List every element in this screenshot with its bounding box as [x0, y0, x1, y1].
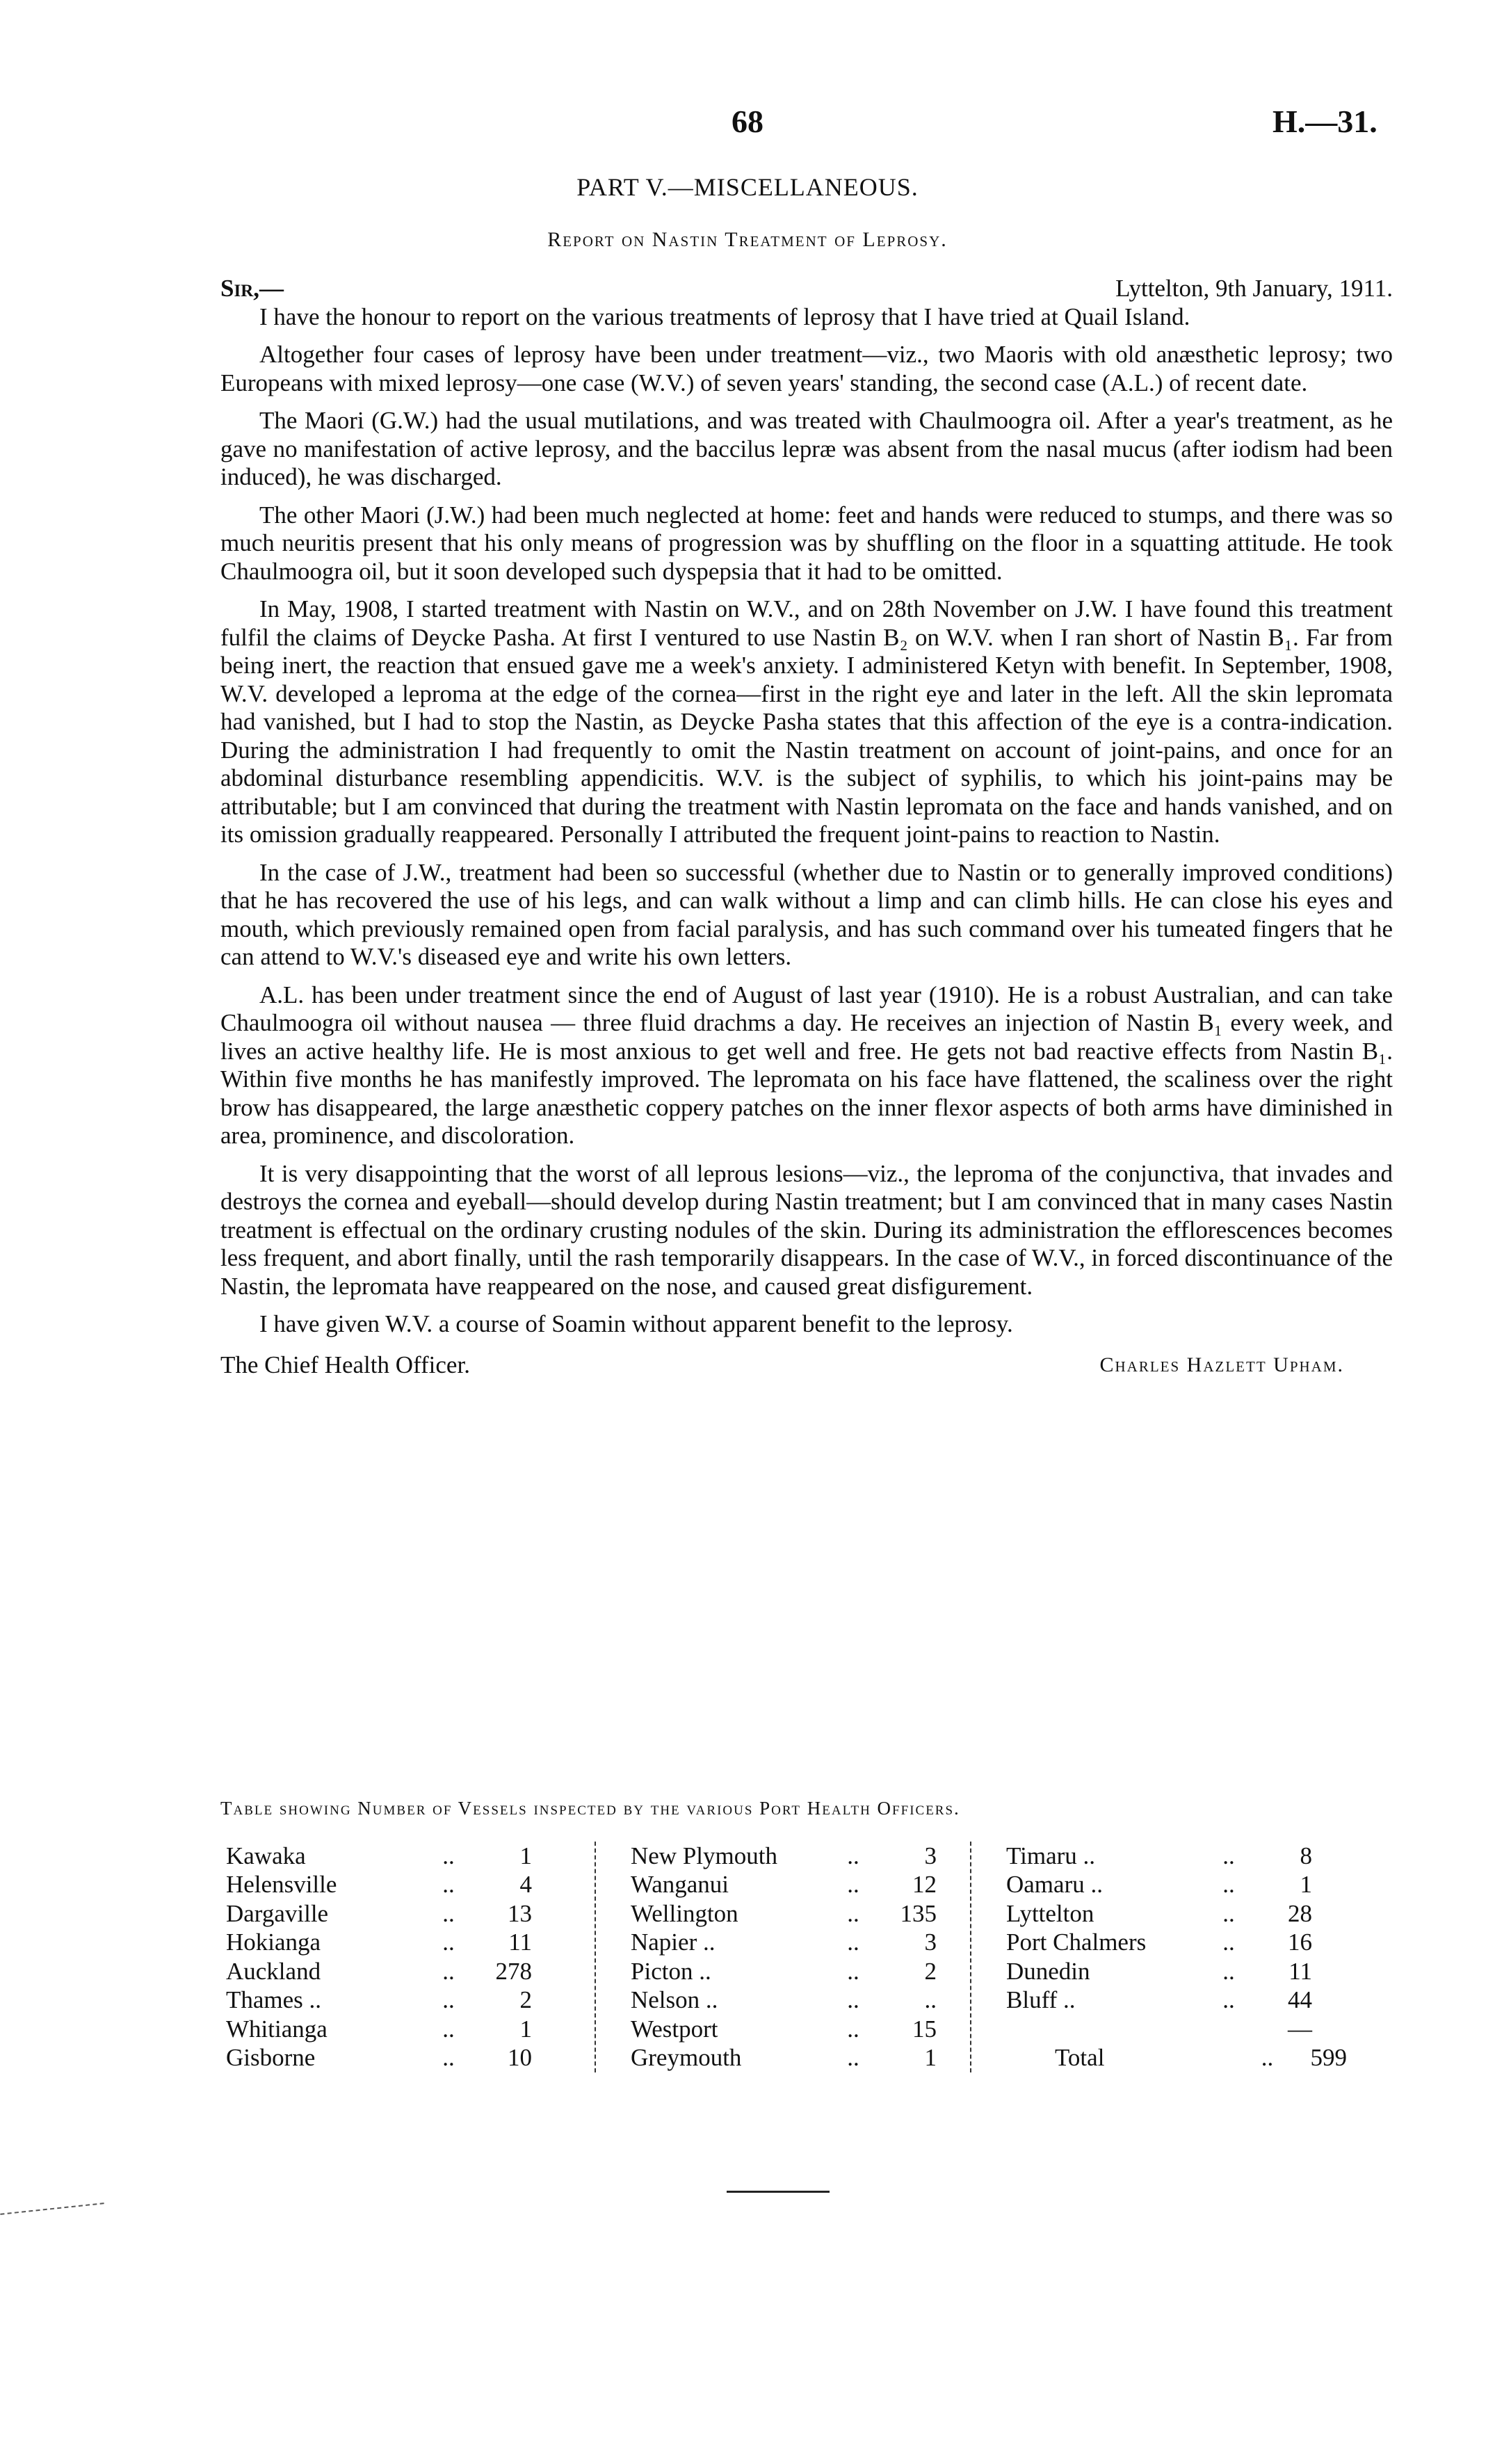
table-row: [220, 1842, 595, 1871]
leader-dots: ..: [442, 2044, 455, 2072]
vessel-count: 10: [508, 2044, 532, 2072]
vessel-count: 1: [519, 1842, 532, 1869]
vessel-count: 11: [1288, 1957, 1312, 1985]
paragraph: Altogether four cases of leprosy have been under treatment—viz., two Maoris with old anæsthetic leprosy; two Europeans with mixed leprosy—one case (W.V.) of seven years' standing, the second case (A.L.) of recent date.: [220, 341, 1393, 396]
vessel-count: 135: [900, 1899, 937, 1927]
leader-dots: ..: [847, 1871, 859, 1899]
port-name: Napier ..: [631, 1928, 716, 1956]
table-row: [596, 2015, 970, 2044]
port-name: Gisborne: [226, 2044, 316, 2072]
port-name: Port Chalmers: [1006, 1928, 1147, 1956]
signature-line: [220, 1351, 1393, 1380]
paragraph: In the case of J.W., treatment had been so successful (whether due to Nastin or to generally improved conditions) that he has recovered the use of his legs, and can walk without a limp and can climb hills. He can close his eyes and mouth, which previously remained open from facial paralysis, and has such command over his tumeated fingers that he can attend to W.V.'s diseased eye and write his own letters.: [220, 858, 1393, 970]
vessel-count: 28: [1288, 1899, 1312, 1927]
addressee: The Chief Health Officer.: [220, 1351, 470, 1378]
paragraph: I have given W.V. a course of Soamin without apparent benefit to the leprosy.: [259, 1310, 1013, 1337]
leader-dots: ..: [1222, 1871, 1235, 1899]
vessel-count: 278: [495, 1957, 532, 1985]
leader-dots: ..: [847, 1957, 859, 1985]
letter-body: [220, 275, 1393, 1379]
leader-dots: ..: [847, 2044, 859, 2072]
port-name: Kawaka: [226, 1842, 306, 1869]
table-column: [595, 1842, 970, 2072]
leader-dots: ..: [847, 1899, 859, 1927]
port-name: Nelson ..: [631, 1986, 718, 2014]
port-name: Dunedin: [1006, 1957, 1090, 1985]
table-row: [971, 1842, 1347, 1871]
page-number: 68: [732, 104, 763, 139]
leader-dots: ..: [442, 2015, 455, 2043]
table-row: [596, 1928, 970, 1958]
table-row: [971, 2015, 1347, 2044]
margin-mark: [0, 2203, 104, 2215]
place-date: Lyttelton, 9th January, 1911.: [1115, 275, 1393, 302]
port-name: Lyttelton: [1006, 1899, 1094, 1927]
port-name: Total: [1055, 2044, 1105, 2072]
paragraph: I have the honour to report on the various treatments of leprosy that I have tried at Quail Island.: [259, 303, 1190, 330]
table-row: [220, 1899, 595, 1928]
leader-dots: ..: [1261, 2044, 1274, 2072]
port-name: Helensville: [226, 1871, 337, 1899]
port-name: Thames ..: [226, 1986, 322, 2014]
table-row: [220, 1871, 595, 1900]
leader-dots: ..: [442, 1928, 455, 1956]
table-title: Table showing Number of Vessels inspected by the various Port Health Officers.: [220, 1798, 960, 1819]
port-name: Bluff ..: [1006, 1986, 1076, 2014]
leader-dots: ..: [442, 1957, 455, 1985]
table-row: [220, 1957, 595, 1986]
vessel-count: 1: [1300, 1871, 1312, 1899]
leader-dots: ..: [442, 1899, 455, 1927]
leader-dots: ..: [1222, 1986, 1235, 2014]
vessel-count: 3: [924, 1928, 937, 1956]
table-row: [220, 2044, 595, 2073]
leader-dots: ..: [442, 1871, 455, 1899]
table-row: [596, 1986, 970, 2015]
table-row: [971, 1899, 1347, 1928]
leader-dots: ..: [1222, 1928, 1235, 1956]
vessel-count: 8: [1300, 1842, 1312, 1869]
vessel-count: 1: [924, 2044, 937, 2072]
leader-dots: ..: [847, 1928, 859, 1956]
paragraph: A.L. has been under treatment since the end of August of last year (1910). He is a robust Australian, and can take Chaulmoogra oil without nausea — three fluid drachms a day. He receives an injection of Nastin B₁ every week, and lives an active healthy life. He is most anxious to get well and free. He gets not bad reactive effects from Nastin B₁. Within five months he has manifestly improved. The lepromata on his face have flattened, the scaliness over the right brow has disappeared, the large anæsthetic coppery patches on the inner flexor aspects of both arms have diminished in area, prominence, and discoloration.: [220, 981, 1393, 1149]
vessel-count: 2: [924, 1957, 937, 1985]
table-row: [596, 2044, 970, 2073]
leader-dots: ..: [1222, 1957, 1235, 1985]
port-name: Auckland: [226, 1957, 321, 1985]
port-name: Oamaru ..: [1006, 1871, 1103, 1899]
table-row: [596, 1871, 970, 1900]
leader-dots: ..: [847, 1842, 859, 1869]
vessel-count: 2: [519, 1986, 532, 2014]
paragraph: It is very disappointing that the worst of all leprous lesions—viz., the leproma of the conjunctiva, that invades and destroys the cornea and eyeball—should develop during Nastin treatment; but I am convinced that in many cases Nastin treatment is effectual on the ordinary crusting nodules of the skin. During its administration the efflorescences becomes less frequent, and abort finally, until the rash temporarily disappears. In the case of W.V., in forced discontinuance of the Nastin, the lepromata have reappeared on the nose, and caused great disfigurement.: [220, 1159, 1393, 1300]
paragraph: The Maori (G.W.) had the usual mutilations, and was treated with Chaulmoogra oil. After a year's treatment, as he gave no manifestation of active leprosy, and the baccilus lepræ was absent from the nasal mucus (after iodism had been induced), he was discharged.: [220, 407, 1393, 490]
signature: Charles Hazlett Upham.: [1099, 1353, 1344, 1376]
leader-dots: ..: [442, 1842, 455, 1869]
port-name: New Plymouth: [631, 1842, 777, 1869]
paragraph: In May, 1908, I started treatment with Nastin on W.V., and on 28th November on J.W. I have found this treatment fulfil the claims of Deycke Pasha. At first I ventured to use Nastin B₂ on W.V. when I ran short of Nastin B₁. Far from being inert, the reaction that ensued gave me a week's anxiety. I administered Ketyn with benefit. In September, 1908, W.V. developed a leproma at the edge of the cornea—first in the right eye and later in the left. All the skin lepromata had vanished, but I had to stop the Nastin, as Deycke Pasha states that this affection of the eye is a contra-indication. During the administration I had frequently to omit the Nastin treatment on account of joint-pains, and once for an abdominal disturbance resembling appendicitis. W.V. is the subject of syphilis, to which his joint-pains may be attributable; but I am convinced that during the treatment with Nastin lepromata on the face and hands vanished, and on its omission gradually reappeared. Personally I attributed the frequent joint-pains to reaction to Nastin.: [220, 595, 1393, 848]
vessel-count: 599: [1310, 2044, 1347, 2072]
table-row: [596, 1957, 970, 1986]
vessel-count: 13: [508, 1899, 532, 1927]
paragraph: The other Maori (J.W.) had been much neglected at home: feet and hands were reduced to stumps, and there was so much neuritis present that his only means of progression was by shuffling on the floor in a squatting attitude. He took Chaulmoogra oil, but it soon developed such dyspepsia that it had to be omitted.: [220, 501, 1393, 585]
port-name: Picton ..: [631, 1957, 711, 1985]
port-name: Wanganui: [631, 1871, 729, 1899]
document-reference: H.—31.: [1272, 104, 1377, 139]
leader-dots: ..: [442, 1986, 455, 2014]
port-name: Westport: [631, 2015, 718, 2043]
salutation: Sir,—: [220, 275, 284, 302]
leader-dots: ..: [1222, 1899, 1235, 1927]
leader-dots: ..: [847, 2015, 859, 2043]
port-name: Hokianga: [226, 1928, 321, 1956]
vessel-count: —: [1288, 2015, 1312, 2043]
part-title: PART V.—MISCELLANEOUS.: [576, 173, 919, 201]
vessel-count: 11: [508, 1928, 532, 1956]
table-row: [220, 2015, 595, 2044]
vessel-count: 16: [1288, 1928, 1312, 1956]
vessel-count: ..: [924, 1986, 937, 2014]
table-row: [596, 1842, 970, 1871]
port-name: Timaru ..: [1006, 1842, 1096, 1869]
table-row: [971, 1957, 1347, 1986]
table-row: [971, 1871, 1347, 1900]
vessel-count: 3: [924, 1842, 937, 1869]
table-row: [596, 1899, 970, 1928]
vessel-count: 15: [912, 2015, 937, 2043]
table-row: [971, 2044, 1347, 2073]
vessel-count: 12: [912, 1871, 937, 1899]
end-rule: [727, 2191, 830, 2193]
table-column: [970, 1842, 1347, 2072]
port-name: Dargaville: [226, 1899, 329, 1927]
table-row: [971, 1986, 1347, 2015]
port-name: Whitianga: [226, 2015, 328, 2043]
table-row: [220, 1986, 595, 2015]
port-name: Greymouth: [631, 2044, 742, 2072]
table-column: [220, 1842, 595, 2072]
port-name: Wellington: [631, 1899, 738, 1927]
table-row: [971, 1928, 1347, 1958]
vessels-table: [220, 1842, 1347, 2072]
leader-dots: ..: [847, 1986, 859, 2014]
report-title: Report on Nastin Treatment of Leprosy.: [547, 228, 948, 251]
vessel-count: 4: [519, 1871, 532, 1899]
table-row: [220, 1928, 595, 1958]
salutation-line: [220, 275, 1393, 303]
vessel-count: 44: [1288, 1986, 1312, 2014]
vessel-count: 1: [519, 2015, 532, 2043]
leader-dots: ..: [1222, 1842, 1235, 1869]
